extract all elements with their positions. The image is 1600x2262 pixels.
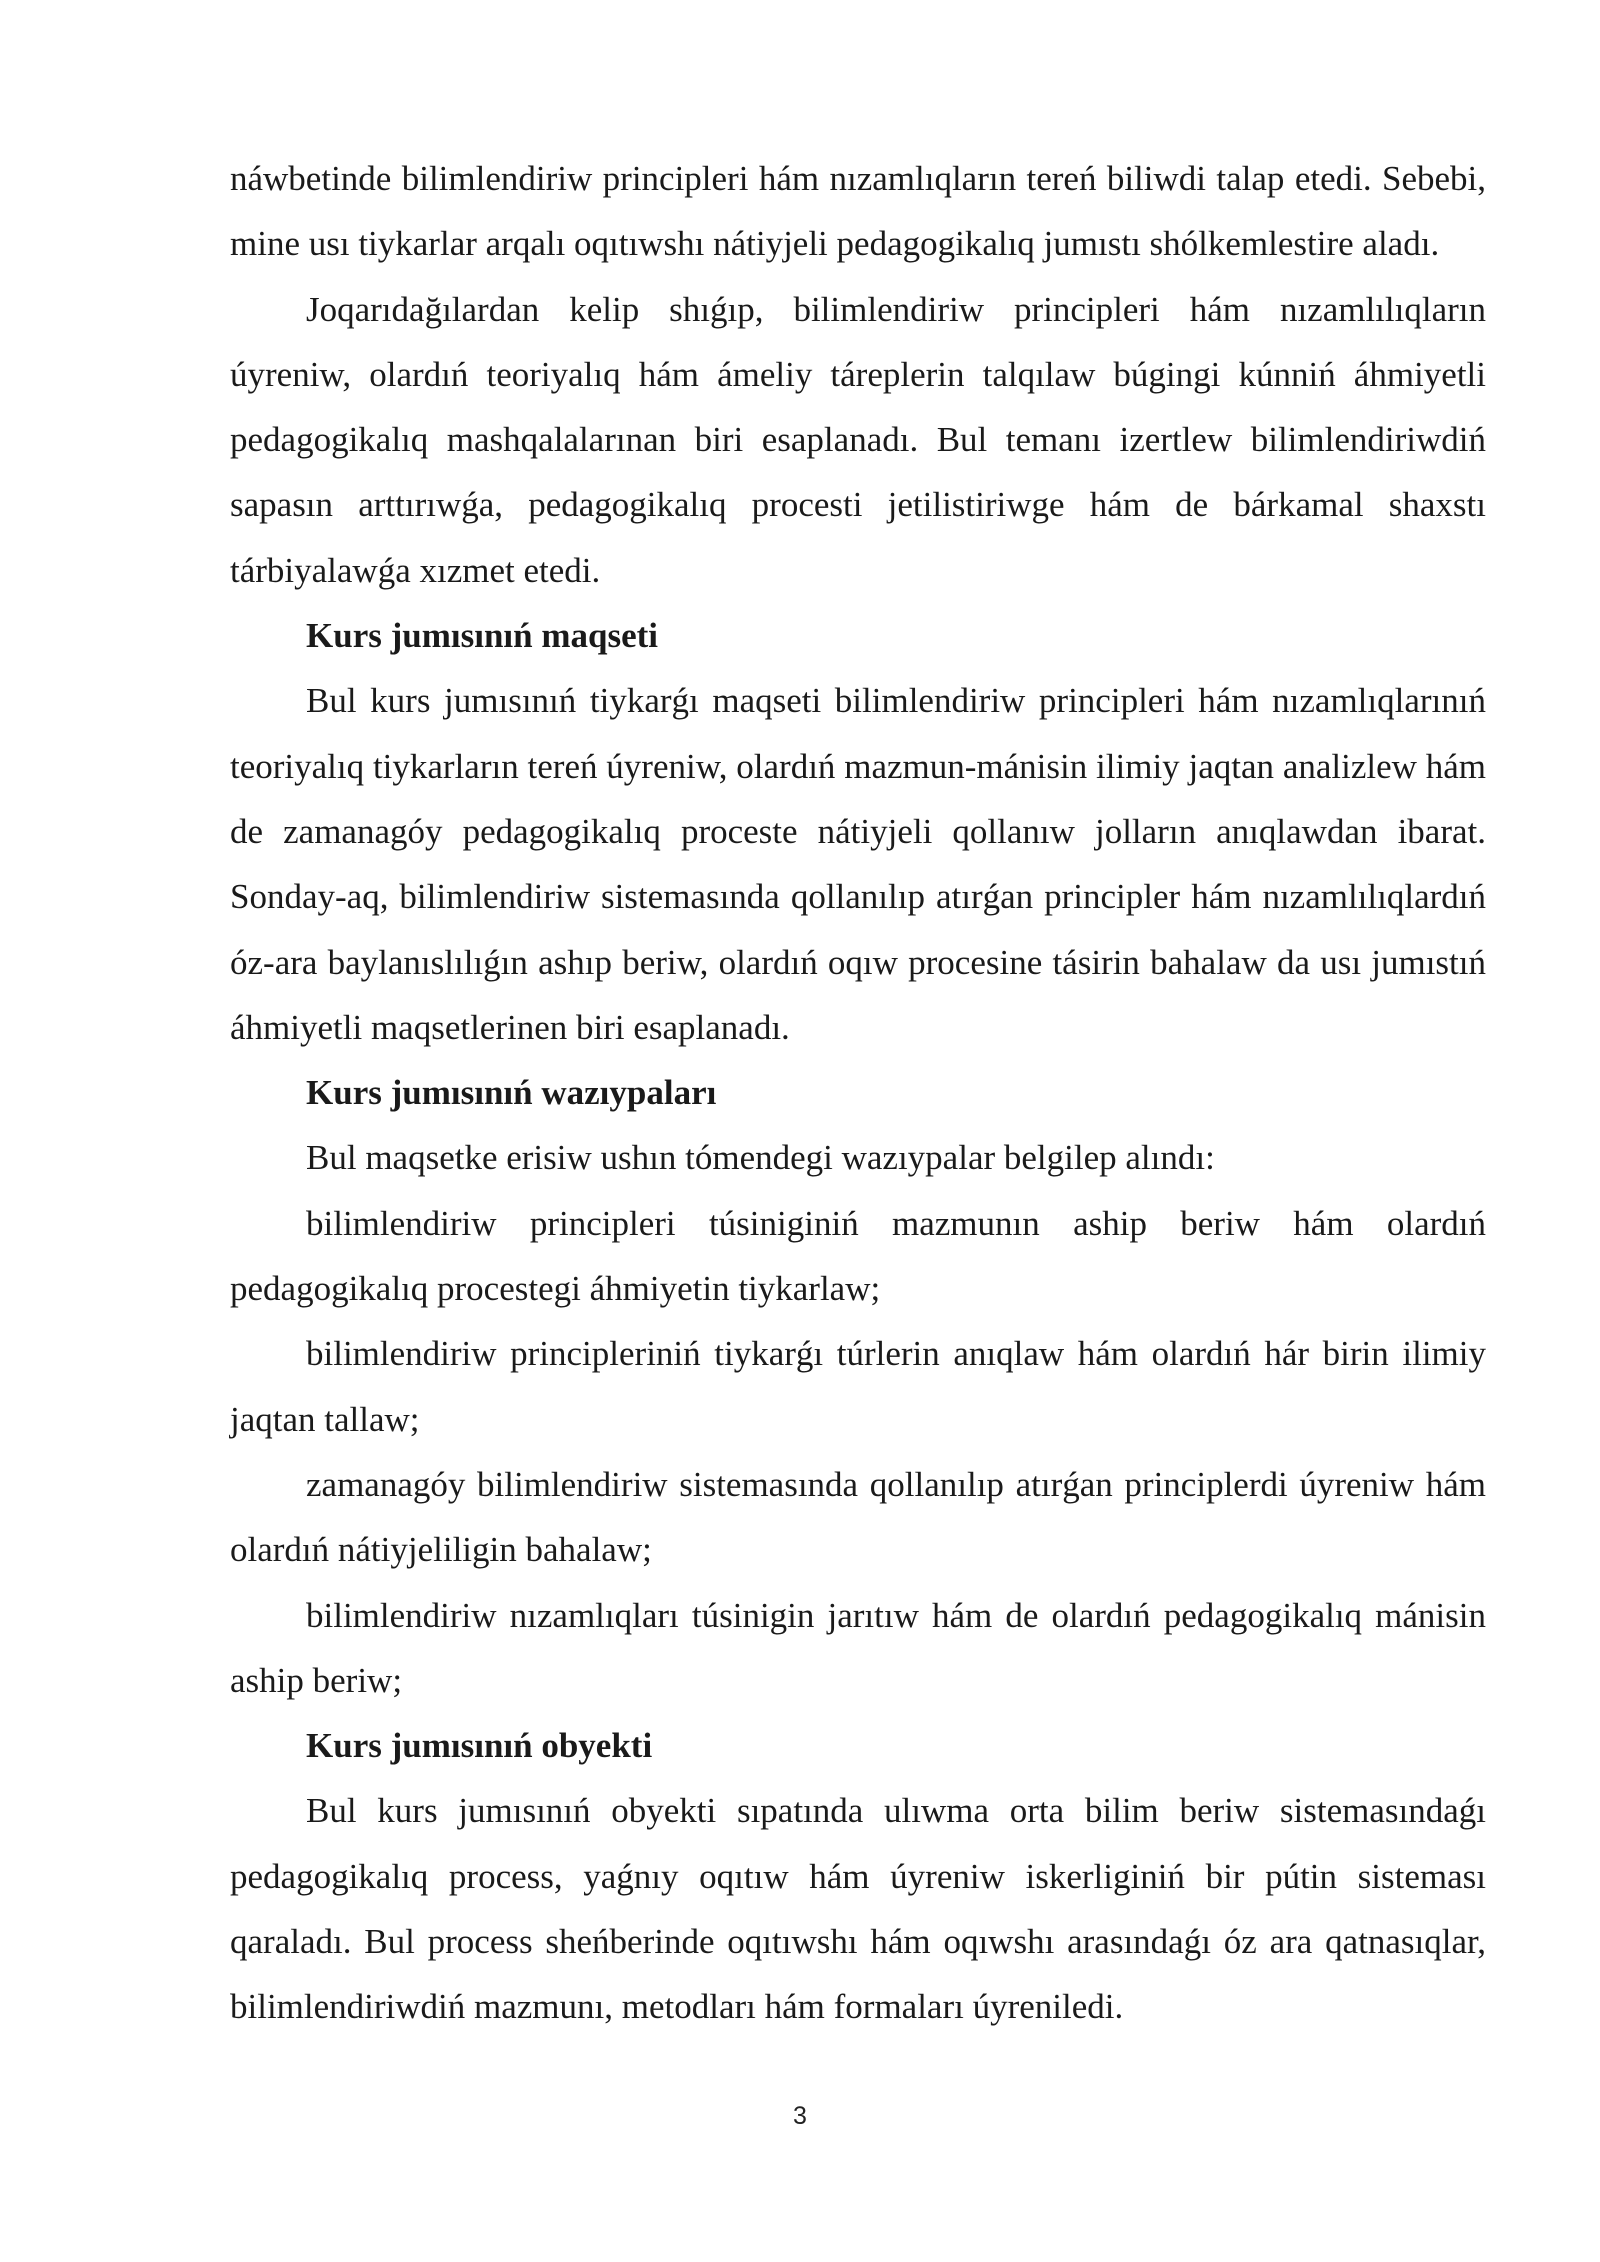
page-number: 3: [793, 2102, 807, 2130]
task-item-4: bilimlendiriw nızamlıqları túsinigin jarıtıw hám de olardıń pedagogikalıq mánisin aship beriw;: [230, 1595, 1486, 1700]
document-page: [230, 146, 1486, 2040]
paragraph-object: Bul kurs jumısınıń obyekti sıpatında ulıwma orta bilim beriw sistemasındaǵı pedagogikalıq process, yaǵnıy oqıtıw hám úyreniw iskerliginiń bir pútin sisteması qaraladı. Bul process sheńberinde oqıtıwshı hám oqıwshı arasındaǵı óz ara qatnasıqlar, bilimlendiriwdiń mazmunı, metodları hám formaları úyreniledi.: [230, 1791, 1486, 2027]
heading-object: Kurs jumısınıń obyekti: [306, 1726, 653, 1766]
heading-goal: Kurs jumısınıń maqseti: [306, 616, 658, 656]
task-item-2: bilimlendiriw principleriniń tiykarǵı túrlerin anıqlaw hám olardıń hár birin ilimiy jaqtan tallaw;: [230, 1334, 1486, 1439]
heading-tasks: Kurs jumısınıń wazıypaları: [306, 1073, 717, 1113]
paragraph-tasks-intro: Bul maqsetke erisiw ushın tómendegi wazıypalar belgilep alındı:: [306, 1138, 1215, 1178]
task-item-1: bilimlendiriw principleri túsiniginiń mazmunın aship beriw hám olardıń pedagogikalıq procestegi áhmiyetin tiykarlaw;: [230, 1203, 1486, 1309]
paragraph-goal: Bul kurs jumısınıń tiykarǵı maqseti bilimlendiriw principleri hám nızamlıqlarınıń teoriyalıq tiykarların tereń úyreniw, olardıń mazmun-mánisin ilimiy jaqtan analizlew hám de zamanagóy pedagogikalıq proceste nátiyjeli qollanıw jolların anıqlawdan ibarat. Sonday-aq, bilimlendiriw sistemasında qollanılıp atırǵan principler hám nızamlılıqlardıń óz-ara baylanıslılıǵın ashıp beriw, olardıń oqıw procesine tásirin bahalaw da usı jumıstıń áhmiyetli maqsetlerinen biri esaplanadı.: [230, 681, 1486, 1047]
task-item-3: zamanagóy bilimlendiriw sistemasında qollanılıp atırǵan principlerdi úyreniw hám olardıń nátiyjeliligin bahalaw;: [230, 1464, 1486, 1570]
paragraph-continuation: náwbetinde bilimlendiriw principleri hám nızamlıqların tereń biliwdi talap etedi. Sebebi, mine usı tiykarlar arqalı oqıtıwshı nátiyjeli pedagogikalıq jumıstı shólkemlestire aladı.: [230, 159, 1486, 264]
paragraph-conclusion: Joqarıdağılardan kelip shıǵıp, bilimlendiriw principleri hám nızamlılıqların úyreniw, olardıń teoriyalıq hám ámeliy táreplerin talqılaw búgingi kúnniń áhmiyetli pedagogikalıq mashqalalarınan biri esaplanadı. Bul temanı izertlew bilimlendiriwdiń sapasın arttırıwǵa, pedagogikalıq procesti jetilistiriwge hám de bárkamal shaxstı tárbiyalawǵa xızmet etedi.: [230, 289, 1486, 590]
